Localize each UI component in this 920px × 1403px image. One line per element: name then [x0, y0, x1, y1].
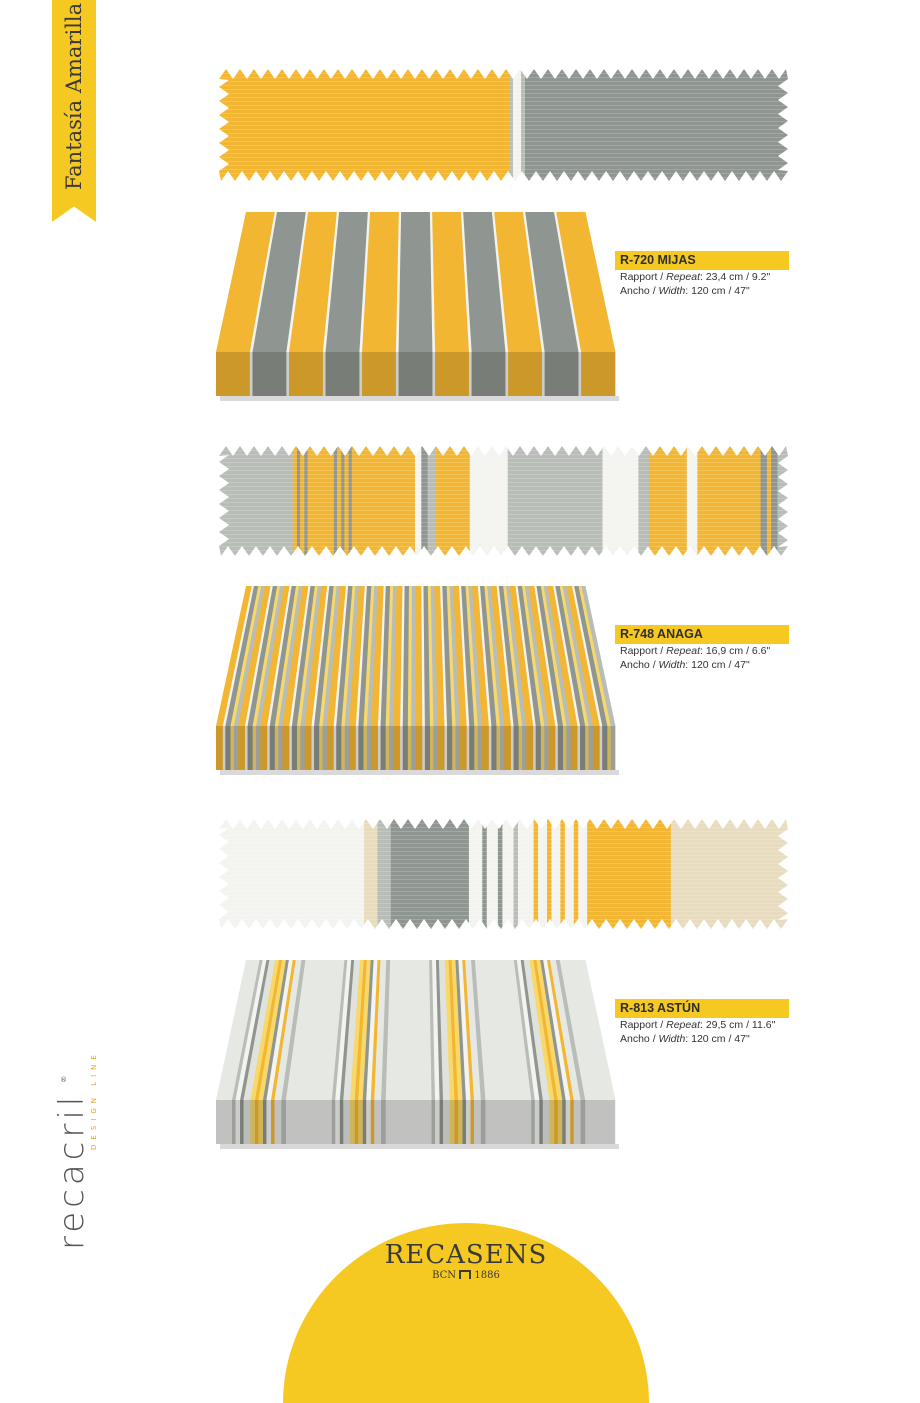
- fabric-swatch-astun: [219, 819, 788, 929]
- product-label-anaga: [615, 625, 789, 672]
- fabric-swatch-mijas: [219, 69, 788, 181]
- registered-mark: ®: [60, 1076, 67, 1084]
- brand-name: RECASENS: [384, 1240, 548, 1270]
- product-width: Ancho / Width: 120 cm / 47": [620, 1033, 750, 1045]
- awning-preview-astun: [216, 960, 621, 1150]
- brand-emblem-icon: [459, 1270, 471, 1279]
- product-repeat: Rapport / Repeat: 16,9 cm / 6.6": [620, 645, 771, 657]
- product-width: Ancho / Width: 120 cm / 47": [620, 659, 750, 671]
- fabric-swatch-anaga: [219, 446, 788, 556]
- awning-preview-anaga: [216, 586, 621, 776]
- product-repeat: Rapport / Repeat: 29,5 cm / 11.6": [620, 1019, 776, 1031]
- recacril-logo: recacril: [52, 1092, 92, 1250]
- awning-preview-mijas: [216, 212, 621, 402]
- product-name: R-720 MIJAS: [615, 251, 789, 270]
- product-name: R-748 ANAGA: [615, 625, 789, 644]
- product-label-mijas: [615, 251, 789, 298]
- product-width: Ancho / Width: 120 cm / 47": [620, 285, 750, 297]
- logo-tagline: DESIGN LINE: [90, 1050, 98, 1150]
- product-label-astun: [615, 999, 789, 1046]
- product-name: R-813 ASTÚN: [615, 999, 789, 1018]
- brand-subline: BCN 1886: [432, 1270, 500, 1281]
- product-repeat: Rapport / Repeat: 23,4 cm / 9.2": [620, 271, 771, 283]
- collection-title: Fantasía Amarilla: [62, 2, 86, 190]
